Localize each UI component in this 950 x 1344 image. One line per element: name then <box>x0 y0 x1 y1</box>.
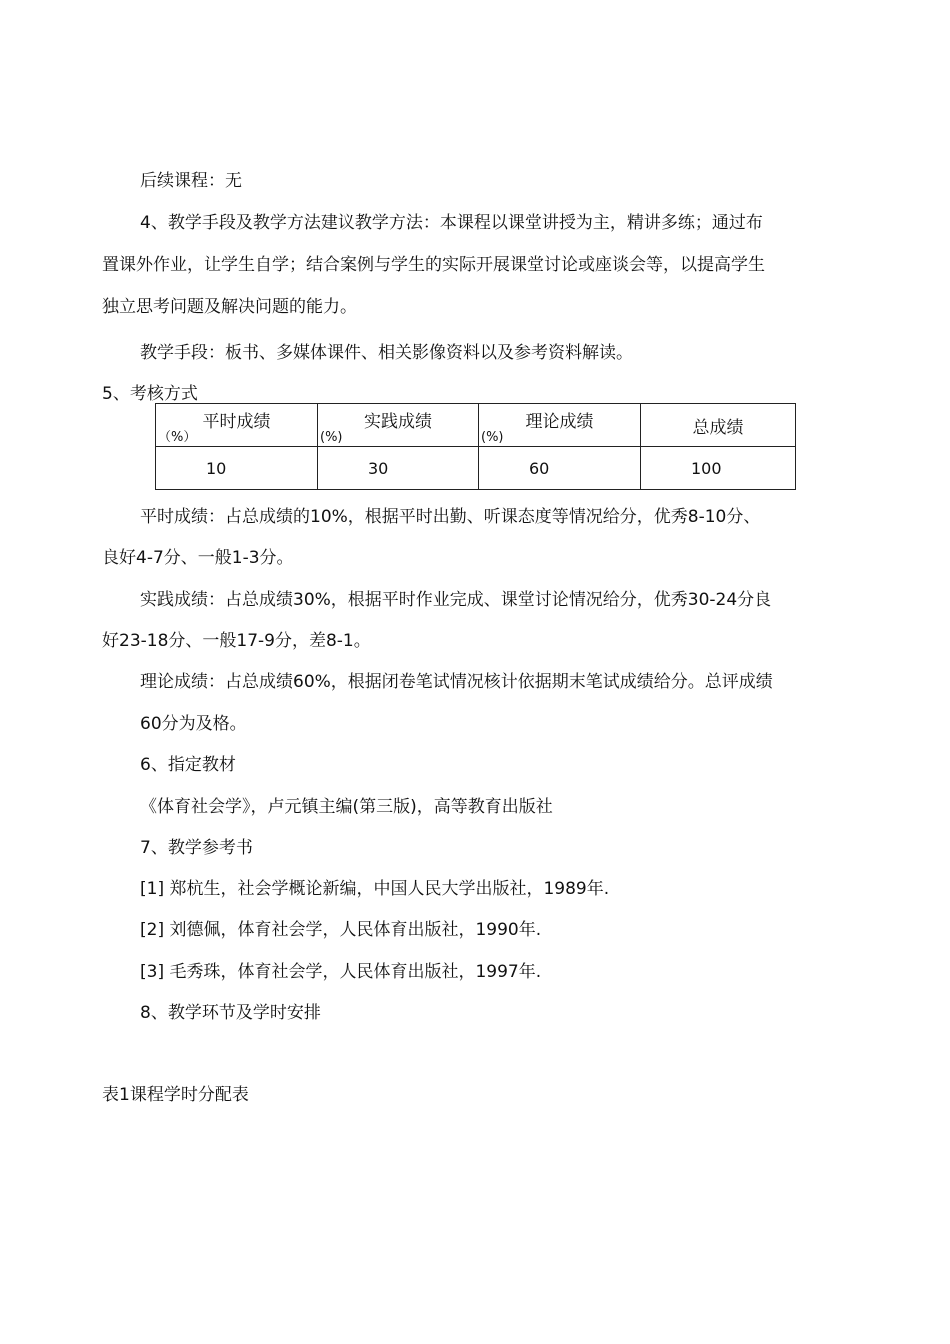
section7-title: 7、教学参考书 <box>140 838 253 858</box>
grades-header-unit: （%） <box>158 430 197 445</box>
section8-title: 8、教学环节及学时安排 <box>140 1003 321 1023</box>
practice-grade-line1: 实践成绩：占总成绩30%，根据平时作业完成、课堂讨论情况给分，优秀30-24分良 <box>140 590 772 610</box>
grades-value-cell: 10 <box>156 447 318 490</box>
theory-grade-line2: 60分为及格。 <box>140 714 247 734</box>
regular-grade-line2: 良好4-7分、一般1-3分。 <box>102 548 294 568</box>
grades-table-value-row <box>156 447 796 490</box>
textbook-text: 《体育社会学》，卢元镇主编(第三版)，高等教育出版社 <box>140 797 553 817</box>
section4-line1: 4、教学手段及教学方法建议教学方法：本课程以课堂讲授为主，精讲多练；通过布 <box>140 213 763 233</box>
grades-header-cell <box>318 404 479 447</box>
table1-caption: 表1课程学时分配表 <box>102 1085 249 1105</box>
practice-grade-line2: 好23-18分、一般17-9分，差8-1。 <box>102 631 371 651</box>
grades-header-label: 理论成绩 <box>525 412 594 432</box>
reference-item: [1] 郑杭生，社会学概论新编，中国人民大学出版社，1989年. <box>140 879 610 899</box>
teaching-means-text: 教学手段：板书、多媒体课件、相关影像资料以及参考资料解读。 <box>140 343 633 363</box>
grades-header-unit: (%) <box>481 430 504 445</box>
grades-header-unit: (%) <box>320 430 343 445</box>
grades-header-label: 实践成绩 <box>364 412 432 432</box>
grades-header-label: 平时成绩 <box>202 412 271 432</box>
grades-value-cell: 100 <box>641 447 796 490</box>
section4-line2: 置课外作业，让学生自学；结合案例与学生的实际开展课堂讨论或座谈会等，以提高学生 <box>102 255 765 275</box>
grades-header-cell <box>156 404 318 447</box>
reference-item: [2] 刘德佩，体育社会学，人民体育出版社，1990年. <box>140 920 542 940</box>
grades-table-header-row <box>156 404 796 447</box>
theory-grade-line1: 理论成绩：占总成绩60%，根据闭卷笔试情况核计依据期末笔试成绩给分。总评成绩 <box>140 672 773 692</box>
regular-grade-line1: 平时成绩：占总成绩的10%，根据平时出勤、听课态度等情况给分，优秀8-10分、 <box>140 507 761 527</box>
reference-item: [3] 毛秀珠，体育社会学，人民体育出版社，1997年. <box>140 962 542 982</box>
section5-title: 5、考核方式 <box>102 384 198 404</box>
grades-value-cell: 30 <box>318 447 479 490</box>
section6-title: 6、指定教材 <box>140 755 236 775</box>
grades-table <box>155 403 796 490</box>
followup-course-text: 后续课程：无 <box>140 171 242 191</box>
section4-line3: 独立思考问题及解决问题的能力。 <box>102 297 357 317</box>
grades-header-cell <box>479 404 641 447</box>
grades-value-cell: 60 <box>479 447 641 490</box>
grades-header-cell: 总成绩 <box>641 404 796 447</box>
